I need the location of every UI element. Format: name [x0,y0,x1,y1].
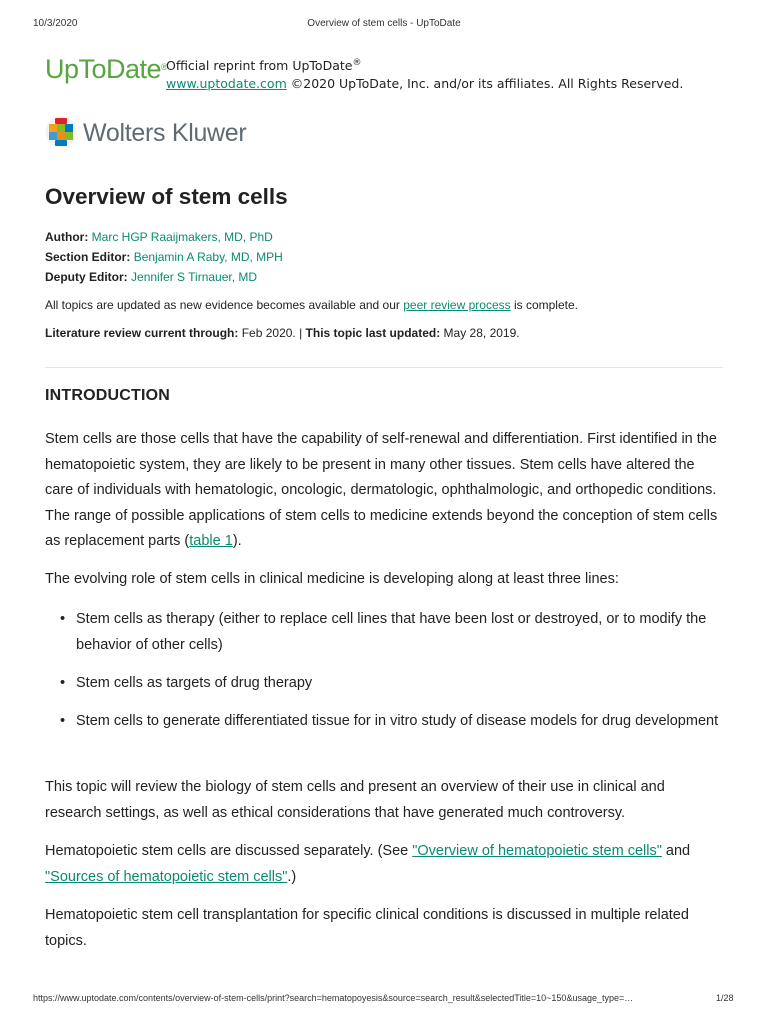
deputy-editor-name-link[interactable]: Jennifer S Tirnauer, MD [131,270,258,284]
intro-paragraph-4-mid: and [661,843,691,859]
registered-mark: ® [161,62,168,72]
bullet-icon: • [60,611,66,627]
author-label: Author: [45,230,89,244]
list-item-text: Stem cells as targets of drug therapy [76,675,313,691]
list-item-text: Stem cells as therapy (either to replace cell lines that have been lost or destroyed, or to modify the behavior of other cells) [76,611,707,653]
list-item-text: Stem cells to generate differentiated tissue for in vitro study of disease models for drug development [76,713,719,729]
intro-paragraph-3: This topic will review the biology of stem cells and present an overview of their use in clinical and research settings, as well as ethical considerations that have generated much controversy. [45,779,665,821]
overview-hsc-link[interactable]: "Overview of hematopoietic stem cells" [412,843,662,859]
intro-paragraph-1-text: Stem cells are those cells that have the capability of self-renewal and differentiation. First identified in the hematopoietic system, they are likely to be present in many other tissues. Stem cells have altered the care of individuals with hematologic, oncologic, dermatologic, ophthalmologic, and orthopedic conditions. The range of possible applications of stem cells to medicine extends beyond the conception of stem cells as replacement parts ( [45,431,718,549]
update-note-end: is complete. [510,298,578,312]
copyright-text: ©2020 UpToDate, Inc. and/or its affiliates. All Rights Reserved. [290,76,684,92]
deputy-editor-line [45,270,257,284]
deputy-editor-label: Deputy Editor: [45,270,128,284]
table-1-link[interactable]: table 1 [189,533,233,549]
section-divider [45,367,723,368]
section-heading-introduction: INTRODUCTION [45,387,171,404]
uptodate-url-link[interactable]: www.uptodate.com [166,76,287,92]
uptodate-logo-text: UpToDate [45,54,162,84]
lit-review-label: Literature review current through: [45,326,239,340]
wolters-kluwer-mark-icon [45,116,77,148]
wolters-kluwer-name: Wolters Kluwer [83,119,247,147]
intro-paragraph-1 [45,427,725,555]
reprint-notice [166,54,683,93]
print-footer-url: https://www.uptodate.com/contents/overview-of-stem-cells/print?search=hematopoyesis&source=search_result&selectedTitle=10~150&usage_type=… [33,993,634,1003]
page-title: Overview of stem cells [45,184,288,209]
last-updated-label: This topic last updated: [305,326,441,340]
intro-paragraph-1-end: ). [232,533,242,549]
bullet-icon: • [60,713,66,729]
intro-paragraph-4-text: Hematopoietic stem cells are discussed separately. (See [45,843,413,859]
intro-paragraph-4 [45,839,725,890]
reprint-line: Official reprint from UpToDate [166,58,353,74]
bullet-icon: • [60,675,66,691]
reprint-banner [45,52,745,92]
author-line [45,230,273,244]
print-title: Overview of stem cells - UpToDate [307,18,461,29]
intro-paragraph-5: Hematopoietic stem cell transplantation for specific clinical conditions is discussed in multiple related topics. [45,907,689,949]
print-date: 10/3/2020 [33,18,78,29]
lit-review-value: Feb 2020. | [238,326,306,340]
registered-mark: ® [352,58,362,68]
intro-paragraph-4-end: .) [287,868,297,885]
update-note [45,298,578,312]
uptodate-logo[interactable] [45,52,167,86]
update-note-text: All topics are updated as new evidence becomes available and our [45,298,404,312]
intro-paragraph-2: The evolving role of stem cells in clinical medicine is developing along at least three lines: [45,571,619,587]
section-editor-line [45,250,283,264]
section-editor-label: Section Editor: [45,250,131,264]
review-dates [45,326,520,340]
author-name-link[interactable]: Marc HGP Raaijmakers, MD, PhD [91,230,273,244]
print-page-number: 1/28 [716,993,734,1003]
section-editor-name-link[interactable]: Benjamin A Raby, MD, MPH [133,250,283,264]
last-updated-value: May 28, 2019. [440,326,520,340]
peer-review-process-link[interactable]: peer review process [403,298,511,312]
sources-hsc-link[interactable]: "Sources of hematopoietic stem cells" [45,868,288,885]
